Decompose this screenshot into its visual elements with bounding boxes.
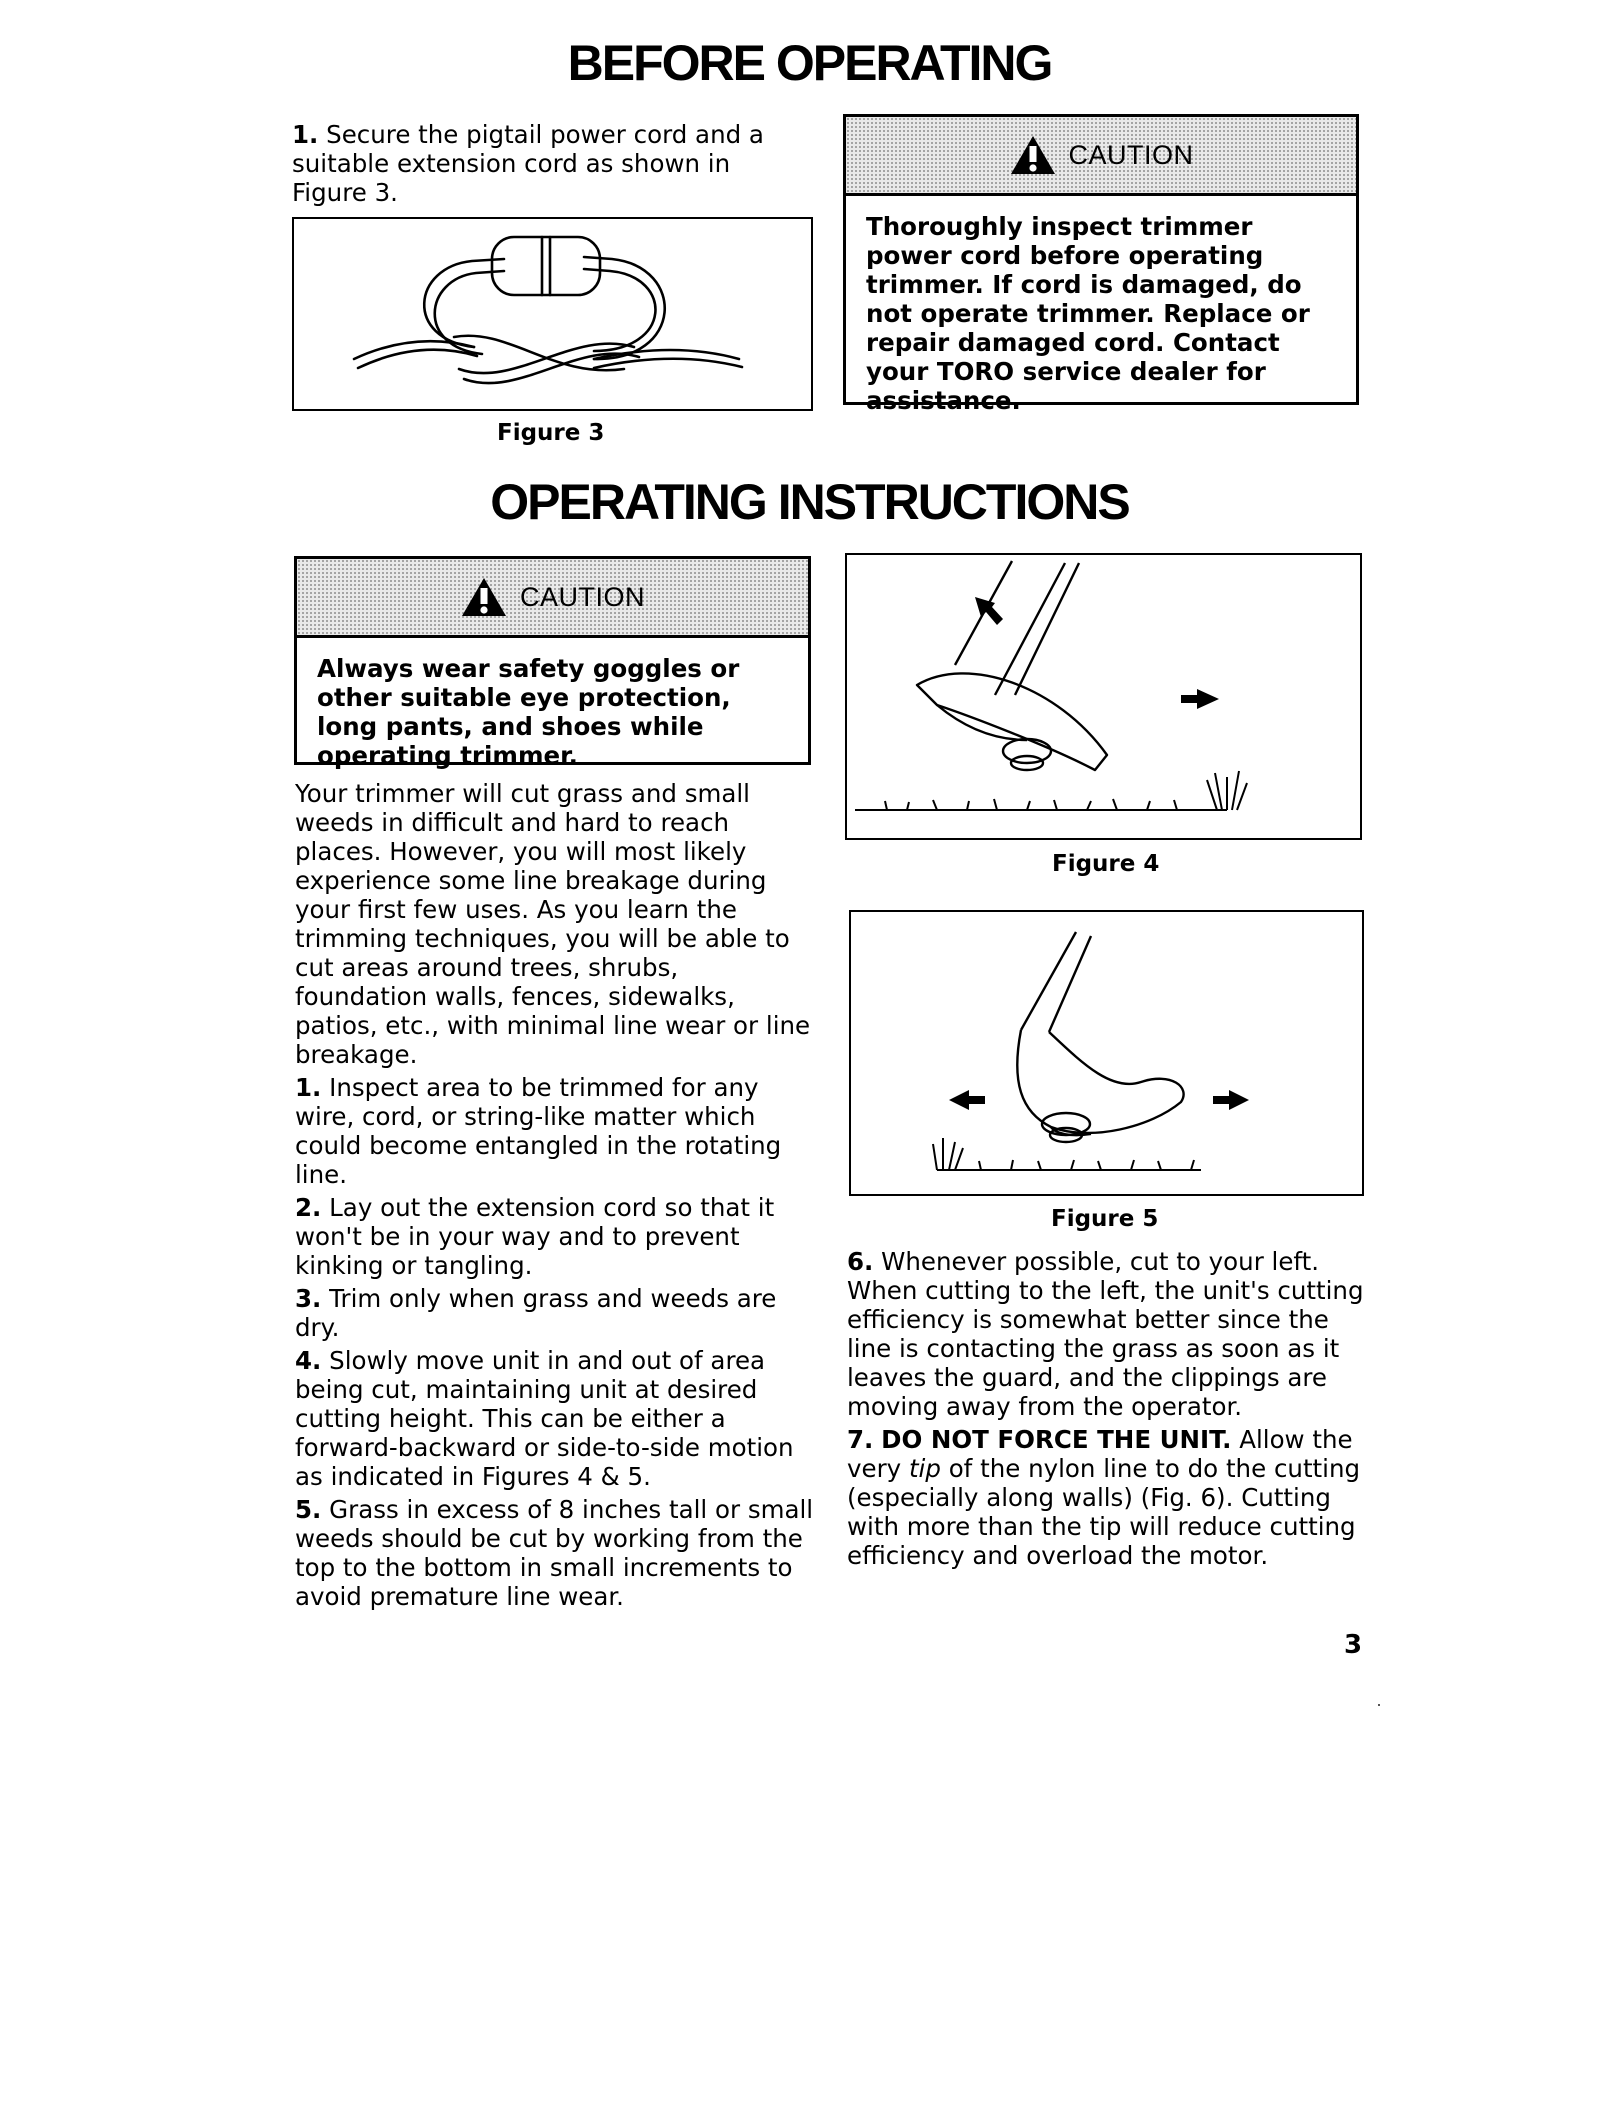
warning-triangle-icon <box>460 576 508 618</box>
step-text: Lay out the extension cord so that it won't be in your way and to prevent kinking or tangling. <box>295 1193 775 1280</box>
step-5 <box>295 1495 815 1611</box>
section-title-before-operating: BEFORE OPERATING <box>567 35 1052 91</box>
cord-knot-illustration <box>294 219 811 409</box>
step-text: Grass in excess of 8 inches tall or small weeds should be cut by working from the top to the bottom in small increments to avoid premature line wear. <box>295 1495 814 1611</box>
step-text: Slowly move unit in and out of area being cut, maintaining unit at desired cutting height. This can be either a forward-backward or side-to-side motion as indicated in Figures 4 & 5. <box>295 1346 794 1491</box>
step-7 <box>847 1425 1367 1570</box>
step-number: 3. <box>295 1284 322 1313</box>
step-text: Secure the pigtail power cord and a suitable extension cord as shown in Figure 3. <box>292 120 764 207</box>
step-number: 1. <box>295 1073 322 1102</box>
figure-4-caption: Figure 4 <box>1052 851 1160 877</box>
scan-speck <box>1378 1704 1380 1706</box>
caution-box-power-cord <box>843 114 1359 415</box>
step-text: Whenever possible, cut to your left. When cutting to the left, the unit's cutting efficiency is somewhat better since the line is contacting the grass as soon as it leaves the guard, and the clippings are moving away from the operator. <box>847 1247 1364 1421</box>
right-column-text <box>847 1247 1367 1574</box>
step-text: Inspect area to be trimmed for any wire, cord, or string-like matter which could become entangled in the rotating line. <box>295 1073 782 1189</box>
section-title-operating-instructions: OPERATING INSTRUCTIONS <box>490 474 1129 530</box>
step-6 <box>847 1247 1367 1421</box>
figure-5-caption: Figure 5 <box>1051 1206 1159 1232</box>
step-7-text-b: of the nylon line to do the cutting (especially along walls) (Fig. 6). Cutting with more than the tip will reduce cutting efficiency and overload the motor. <box>847 1454 1361 1570</box>
figure-4-forward-backward <box>845 553 1362 840</box>
step-number: 1. <box>292 120 319 149</box>
intro-paragraph: Your trimmer will cut grass and small weeds in difficult and hard to reach places. However, you will most likely experience some line breakage during your first few uses. As you learn the trimming techniques, you will be able to cut areas around trees, shrubs, foundation walls, fences, sidewalks, patios, etc., with minimal line wear or line breakage. <box>295 779 811 1069</box>
step-number: 7. <box>847 1425 874 1454</box>
warning-triangle-icon <box>1009 134 1057 176</box>
step-3 <box>295 1284 815 1342</box>
caution-label: CAUTION <box>520 581 645 612</box>
caution-box-safety-goggles <box>294 556 811 770</box>
step-4 <box>295 1346 815 1491</box>
step-2 <box>295 1193 815 1280</box>
step-7-text-a: Allow the very <box>847 1425 1353 1483</box>
step-7-lead: DO NOT FORCE THE UNIT. <box>881 1425 1232 1454</box>
figure-3-caption: Figure 3 <box>497 420 605 446</box>
left-column-text <box>295 779 815 1615</box>
step-7-tip: tip <box>908 1454 941 1483</box>
step-1-intro <box>292 120 802 211</box>
caution-header <box>297 559 808 638</box>
step-number: 2. <box>295 1193 322 1222</box>
figure-3-cord-knot <box>292 217 813 411</box>
figure-5-side-to-side <box>849 910 1364 1196</box>
step-number: 4. <box>295 1346 322 1375</box>
caution-header <box>846 117 1356 196</box>
caution-label: CAUTION <box>1068 139 1194 170</box>
trimmer-forward-backward-illustration <box>847 555 1360 838</box>
step-number: 6. <box>847 1247 874 1276</box>
step-number: 5. <box>295 1495 322 1524</box>
caution-text: Thoroughly inspect trimmer power cord before operating trimmer. If cord is damaged, do not operate trimmer. Replace or repair damaged cord. Contact your TORO service dealer for assistance. <box>866 212 1310 415</box>
page-number: 3 <box>1344 1630 1363 1660</box>
trimmer-side-to-side-illustration <box>851 912 1362 1194</box>
step-1 <box>295 1073 815 1189</box>
step-text: Trim only when grass and weeds are dry. <box>295 1284 777 1342</box>
caution-text: Always wear safety goggles or other suitable eye protection, long pants, and shoes while operating trimmer. <box>317 654 740 770</box>
